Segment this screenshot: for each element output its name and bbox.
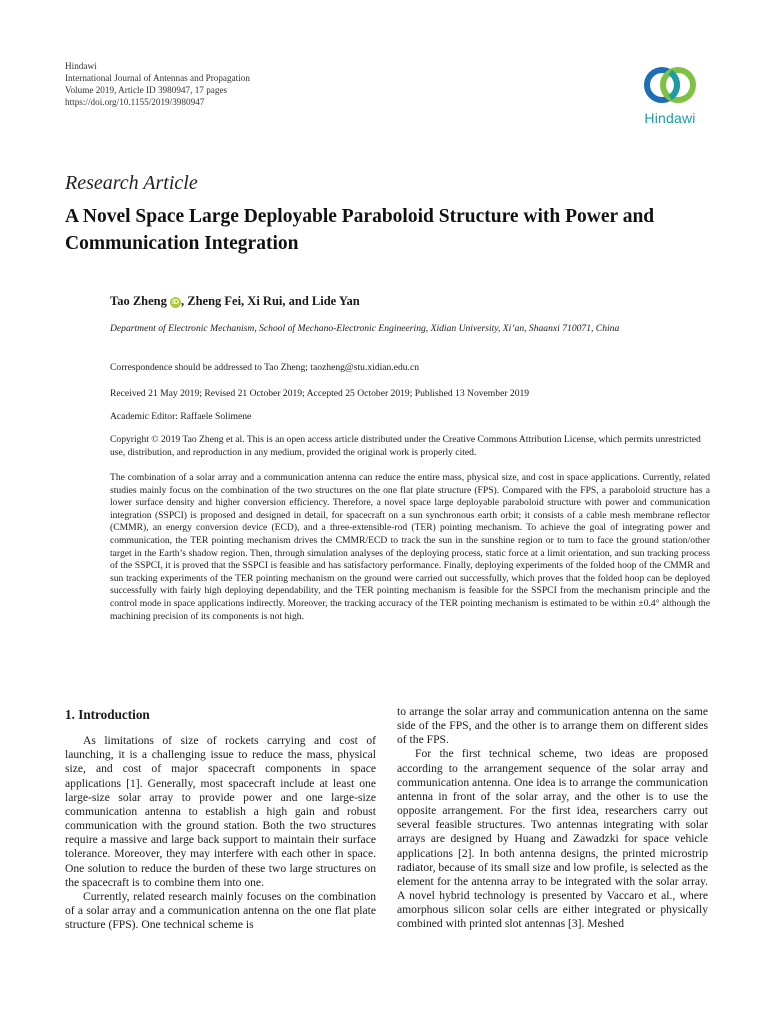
publication-dates: Received 21 May 2019; Revised 21 October 2019; Accepted 25 October 2019; Published 13 November 2019: [110, 388, 530, 399]
hindawi-logo[interactable]: [632, 62, 708, 126]
publisher-name: Hindawi: [65, 61, 97, 71]
other-authors: , Zheng Fei, Xi Rui, and Lide Yan: [180, 294, 360, 308]
hindawi-logo-icon: [640, 62, 700, 108]
correspondence: Correspondence should be addressed to Tao Zheng; taozheng@stu.xidian.edu.cn: [110, 362, 420, 373]
abstract-text: The combination of a solar array and a communication antenna can reduce the entire mass, physical size, and cost in space applications. Currently, related studies mainly focus on the combination of the two structures on the one flat plate structure (FPS). Compared with the FPS, a paraboloid structure has a lower surface density and higher conversion efficiency. Therefore, a novel space large deployable paraboloid structure with power and communication integration (SSPCI) is proposed and designed in detail, for spacecraft on a sun synchronous earth orbit; it consists of a cable mesh membrane reflector (CMMR), an energy conversion device (ECD), and a three-extensible-rod (TER) pointing mechanism. To achieve the goal of integrating power and communication, the TER pointing mechanism drives the CMMR/ECD to track the sun in the sunshine region or to turn to face the ground station/other target in the Earth’s shadow region. Then, through simulation analyses of the deploying process, static force at a limit orientation, and sun tracking process of the SSPCI, it is proved that the SSPCI is feasible and has satisfactory performance. Finally, deploying experiments of the folded hoop of the CMMR and sun tracking experiments of the TER pointing mechanism on the ground were carried out successfully, which proves that the folded hoop can be deployed successfully with fairly high deploying dependability, and the TER pointing mechanism is feasible for the SSPCI from the mechanism principle and the control mode in space applications indirectly. Moreover, the tracking accuracy of the TER pointing mechanism is estimated to be within ±0.4° although the machining precision of its components is not high.: [110, 472, 710, 622]
article-type: Research Article: [65, 172, 198, 194]
section-heading: 1. Introduction: [65, 707, 150, 722]
journal-header: [65, 60, 250, 108]
doi-link[interactable]: https://doi.org/10.1155/2019/3980947: [65, 97, 205, 107]
body-column-left: [65, 705, 376, 932]
paragraph: Currently, related research mainly focuses on the combination of a solar array and a communication antenna on the one flat plate structure (FPS). One technical scheme is: [65, 889, 376, 932]
paragraph: For the first technical scheme, two ideas are proposed according to the arrangement sequence of the solar array and communication antenna. One idea is to arrange the communication antenna in front of the solar array, and the other is to use the opposite arrangement. For the first idea, researchers carry out several feasible structures. Two antennas integrating with solar arrays are designed by Huang and Zawadzki for space vehicle applications [2]. In both antenna designs, the printed microstrip radiator, because of its small size and low profile, is selected as the element for the antenna array to be integrated with the solar array. A novel hybrid technology is presented by Vaccaro et al., where amorphous silicon solar cells are either integrated or physically combined with printed slot antennas [3]. Meshed: [397, 747, 708, 931]
copyright-notice: Copyright © 2019 Tao Zheng et al. This is an open access article distributed under the Creative Commons Attribution License, which permits unrestricted use, distribution, and reproduction in any medium, provided the original work is properly cited.: [110, 434, 701, 458]
hindawi-logo-text: Hindawi: [644, 110, 696, 126]
volume-info: Volume 2019, Article ID 3980947, 17 pages: [65, 85, 228, 95]
affiliation: Department of Electronic Mechanism, School of Mechano-Electronic Engineering, Xidian University, Xi’an, Shaanxi 710071, China: [110, 323, 620, 334]
academic-editor: Academic Editor: Raffaele Solimene: [110, 411, 252, 422]
author-list: [110, 294, 360, 309]
orcid-icon[interactable]: iD: [171, 299, 179, 306]
journal-name: International Journal of Antennas and Propagation: [65, 73, 250, 83]
paragraph: As limitations of size of rockets carrying and cost of launching, it is a challenging issue to reduce the mass, physical size, and cost of major spacecraft components in space applications [1]. Generally, most spacecraft include at least one large-size solar array to provide power and one large-size communication antenna to establish a high gain and robust communication with the ground station. Both the two structures require a massive and large back support to maintain their surface tolerance. Moreover, they may interfere with each other in space. One solution to reduce the burden of these two large structures on the spacecraft is to combine them into one.: [65, 734, 376, 889]
article-title: A Novel Space Large Deployable Paraboloid Structure with Power and Communication Integration: [65, 206, 655, 254]
paragraph: to arrange the solar array and communication antenna on the same side of the FPS, and the other is to arrange them on different sides of the FPS.: [397, 705, 708, 747]
body-column-right: [397, 705, 708, 932]
abstract: [110, 472, 710, 623]
first-author[interactable]: Tao Zheng: [110, 294, 167, 308]
